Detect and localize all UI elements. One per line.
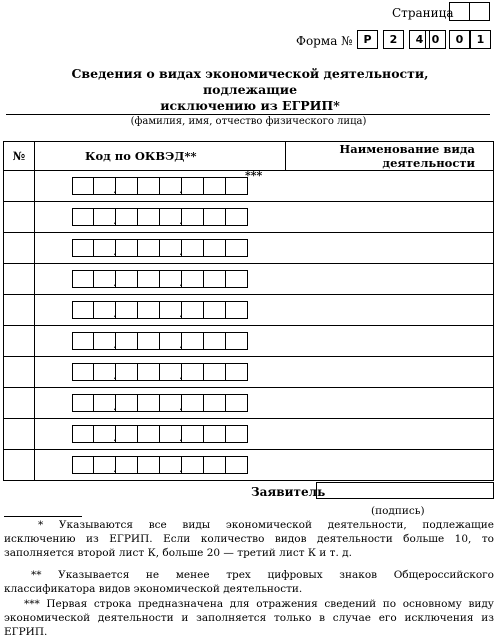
okved-digit-box[interactable] bbox=[204, 456, 226, 474]
okved-digit-box[interactable] bbox=[182, 332, 204, 350]
okved-digit-box[interactable] bbox=[116, 177, 138, 195]
header-activity-name: Наименование вида деятельности bbox=[286, 142, 494, 171]
row-number-cell[interactable] bbox=[4, 450, 35, 481]
row-number-cell[interactable] bbox=[4, 326, 35, 357]
okved-digit-box[interactable] bbox=[182, 301, 204, 319]
okved-digit-box[interactable] bbox=[138, 332, 160, 350]
okved-digit-box[interactable] bbox=[72, 270, 94, 288]
okved-digit-box[interactable] bbox=[72, 208, 94, 226]
activities-table bbox=[3, 141, 494, 481]
footnote-3: *** Первая строка предназначена для отражения сведений по основному виду экономической деятельности и заполняется только в случае его исключения из ЕГРИП. bbox=[4, 598, 494, 638]
form-code-char: 0 bbox=[425, 30, 446, 49]
table-row bbox=[4, 388, 494, 419]
okved-digit-box[interactable] bbox=[226, 332, 248, 350]
okved-code-cell bbox=[35, 388, 494, 419]
okved-code-input-group bbox=[72, 456, 493, 474]
okved-digit-box[interactable] bbox=[138, 456, 160, 474]
okved-digit-box[interactable] bbox=[116, 239, 138, 257]
okved-code-input-group bbox=[72, 394, 493, 412]
okved-digit-box[interactable] bbox=[182, 363, 204, 381]
okved-digit-box[interactable] bbox=[138, 239, 160, 257]
form-code-char: Р bbox=[357, 30, 378, 49]
okved-digit-box[interactable] bbox=[204, 177, 226, 195]
okved-code-cell bbox=[35, 233, 494, 264]
okved-digit-box[interactable] bbox=[226, 456, 248, 474]
table-row bbox=[4, 326, 494, 357]
applicant-label: Заявитель bbox=[251, 485, 326, 499]
full-name-caption: (фамилия, имя, отчество физического лица) bbox=[130, 116, 367, 127]
okved-digit-box[interactable] bbox=[72, 456, 94, 474]
full-name-field[interactable] bbox=[6, 114, 490, 115]
applicant-signature-field[interactable] bbox=[316, 482, 494, 499]
okved-code-cell bbox=[35, 295, 494, 326]
page-number-box-1[interactable] bbox=[449, 2, 470, 21]
okved-digit-box[interactable] bbox=[72, 363, 94, 381]
okved-digit-box[interactable] bbox=[204, 270, 226, 288]
okved-digit-box[interactable] bbox=[138, 177, 160, 195]
okved-digit-box[interactable] bbox=[182, 425, 204, 443]
okved-digit-box[interactable] bbox=[72, 425, 94, 443]
table-row bbox=[4, 419, 494, 450]
okved-digit-box[interactable] bbox=[116, 363, 138, 381]
okved-digit-box[interactable] bbox=[204, 394, 226, 412]
okved-code-cell bbox=[35, 171, 494, 202]
row-number-cell[interactable] bbox=[4, 295, 35, 326]
okved-code-input-group bbox=[72, 301, 493, 319]
okved-digit-box[interactable] bbox=[226, 425, 248, 443]
footnote-2: ** Указывается не менее трех цифровых знаков Общероссийского классификатора видов экономической деятельности. bbox=[4, 569, 494, 595]
okved-digit-box[interactable] bbox=[204, 239, 226, 257]
form-label: Форма № bbox=[296, 34, 353, 48]
okved-code-input-group bbox=[72, 270, 493, 288]
okved-code-input-group bbox=[72, 239, 493, 257]
okved-digit-box[interactable] bbox=[72, 301, 94, 319]
okved-digit-box[interactable] bbox=[226, 270, 248, 288]
okved-digit-box[interactable] bbox=[138, 208, 160, 226]
header-number: № bbox=[4, 142, 35, 171]
okved-digit-box[interactable] bbox=[116, 301, 138, 319]
okved-digit-box[interactable] bbox=[182, 394, 204, 412]
okved-digit-box[interactable] bbox=[182, 456, 204, 474]
row-number-cell[interactable] bbox=[4, 264, 35, 295]
okved-code-input-group bbox=[72, 363, 493, 381]
okved-digit-box[interactable] bbox=[138, 394, 160, 412]
okved-digit-box[interactable] bbox=[116, 208, 138, 226]
page-number-box-2[interactable] bbox=[469, 2, 490, 21]
form-code-char: 2 bbox=[383, 30, 404, 49]
okved-digit-box[interactable] bbox=[182, 208, 204, 226]
okved-digit-box[interactable] bbox=[72, 239, 94, 257]
okved-digit-box[interactable] bbox=[226, 363, 248, 381]
form-code-char: 0 bbox=[449, 30, 470, 49]
okved-code-cell bbox=[35, 450, 494, 481]
main-activity-mark: *** bbox=[245, 169, 263, 182]
okved-code-cell bbox=[35, 419, 494, 450]
okved-digit-box[interactable] bbox=[138, 363, 160, 381]
okved-code-input-group bbox=[72, 332, 493, 350]
okved-digit-box[interactable] bbox=[138, 425, 160, 443]
table-row bbox=[4, 233, 494, 264]
row-number-cell[interactable] bbox=[4, 233, 35, 264]
okved-digit-box[interactable] bbox=[204, 208, 226, 226]
okved-digit-box[interactable] bbox=[116, 394, 138, 412]
okved-digit-box[interactable] bbox=[116, 456, 138, 474]
okved-digit-box[interactable] bbox=[116, 332, 138, 350]
title-line-2: исключению из ЕГРИП* bbox=[160, 98, 340, 113]
row-number-cell[interactable] bbox=[4, 357, 35, 388]
okved-digit-box[interactable] bbox=[182, 239, 204, 257]
signature-caption: (подпись) bbox=[371, 505, 425, 517]
okved-digit-box[interactable] bbox=[72, 394, 94, 412]
header-okved-code: Код по ОКВЭД** bbox=[35, 142, 286, 171]
table-row bbox=[4, 202, 494, 233]
row-number-cell[interactable] bbox=[4, 419, 35, 450]
footnote-divider bbox=[4, 516, 82, 517]
okved-digit-box[interactable] bbox=[204, 332, 226, 350]
row-number-cell[interactable] bbox=[4, 171, 35, 202]
okved-digit-box[interactable] bbox=[226, 239, 248, 257]
form-code-char: 4 bbox=[409, 30, 430, 49]
okved-code-cell bbox=[35, 326, 494, 357]
title-line-1: Сведения о видах экономической деятельности, подлежащие bbox=[71, 66, 429, 97]
table-header-row bbox=[4, 142, 494, 171]
okved-code-input-group bbox=[72, 208, 493, 226]
okved-code-input-group bbox=[72, 177, 493, 195]
okved-code-cell bbox=[35, 202, 494, 233]
okved-digit-box[interactable] bbox=[138, 301, 160, 319]
table-body bbox=[4, 171, 494, 481]
okved-code-cell bbox=[35, 357, 494, 388]
okved-digit-box[interactable] bbox=[226, 394, 248, 412]
row-number-cell[interactable] bbox=[4, 388, 35, 419]
form-code-char: 1 bbox=[470, 30, 491, 49]
okved-code-cell bbox=[35, 264, 494, 295]
document-title bbox=[40, 66, 460, 114]
okved-digit-box[interactable] bbox=[182, 177, 204, 195]
okved-digit-box[interactable] bbox=[226, 208, 248, 226]
page-label: Страница bbox=[392, 6, 454, 20]
okved-digit-box[interactable] bbox=[204, 363, 226, 381]
okved-digit-box[interactable] bbox=[204, 425, 226, 443]
okved-digit-box[interactable] bbox=[138, 270, 160, 288]
okved-digit-box[interactable] bbox=[116, 270, 138, 288]
table-row bbox=[4, 357, 494, 388]
okved-digit-box[interactable] bbox=[116, 425, 138, 443]
footnote-1: * Указываются все виды экономической деятельности, подлежащие исключению из ЕГРИП. Если количество видов деятельности больше 10, то заполняется второй лист К, больше 20 — третий лист К и т. д. bbox=[4, 519, 494, 559]
okved-code-input-group bbox=[72, 425, 493, 443]
okved-digit-box[interactable] bbox=[204, 301, 226, 319]
table-row bbox=[4, 295, 494, 326]
okved-digit-box[interactable] bbox=[226, 301, 248, 319]
row-number-cell[interactable] bbox=[4, 202, 35, 233]
table-row bbox=[4, 264, 494, 295]
okved-digit-box[interactable] bbox=[72, 332, 94, 350]
okved-digit-box[interactable] bbox=[182, 270, 204, 288]
table-row bbox=[4, 450, 494, 481]
okved-digit-box[interactable] bbox=[72, 177, 94, 195]
